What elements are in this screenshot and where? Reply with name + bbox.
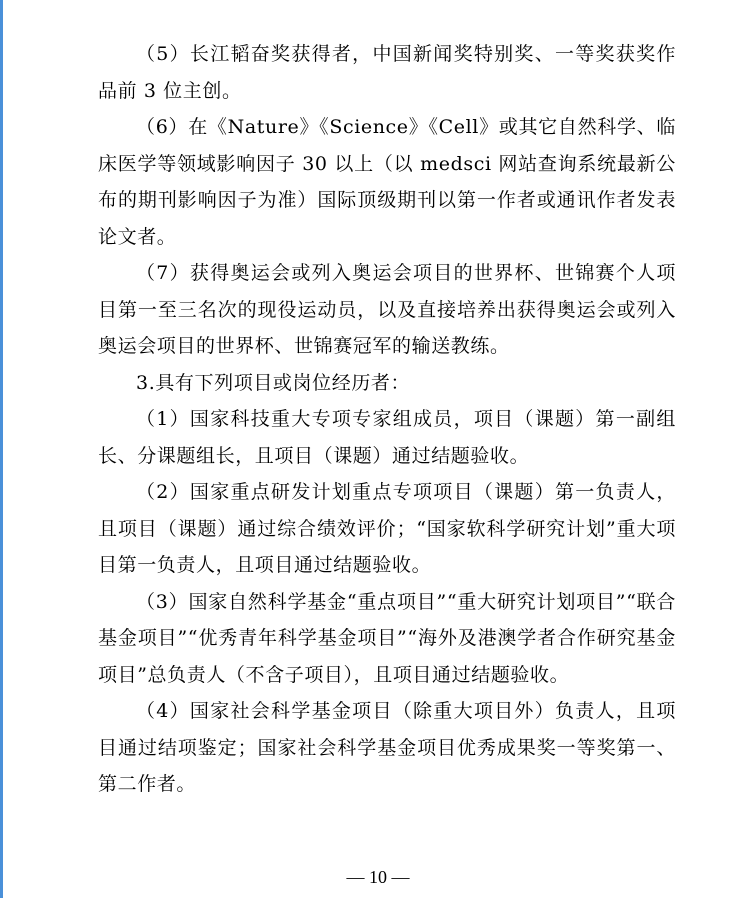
section-heading-3: 3.具有下列项目或岗位经历者： [136,371,411,394]
paragraph-item-5: （5）长江韬奋奖获得者，中国新闻奖特别奖、一等奖获奖作品前 3 位主创。 [98,43,676,102]
paragraph-project-3: （3）国家自然科学基金“重点项目”“重大研究计划项目”“联合基金项目”“优秀青年科学基金项目”“海外及港澳学者合作研究基金项目”总负责人（不含子项目），且项目通过结题验收。 [98,590,676,686]
page-number: — 10 — [346,867,410,887]
paragraph-item-7: （7）获得奥运会或列入奥运会项目的世界杯、世锦赛个人项目第一至三名次的现役运动员，以及直接培养出获得奥运会或列入奥运会项目的世界杯、世锦赛冠军的输送教练。 [98,262,676,357]
page-edge-border [0,0,3,898]
paragraph-project-2: （2）国家重点研发计划重点专项项目（课题）第一负责人，且项目（课题）通过综合绩效评价；“国家软科学研究计划”重大项目第一负责人，且项目通过结题验收。 [98,481,676,576]
paragraph-project-4: （4）国家社会科学基金项目（除重大项目外）负责人，且项目通过结项鉴定；国家社会科学基金项目优秀成果奖一等奖第一、第二作者。 [98,700,676,795]
document-body [98,36,676,803]
paragraph-project-1: （1）国家科技重大专项专家组成员，项目（课题）第一副组长、分课题组长，且项目（课题）通过结题验收。 [98,408,676,467]
paragraph-item-6: （6）在《Nature》《Science》《Cell》或其它自然科学、临床医学等领域影响因子 30 以上（以 medsci 网站查询系统最新公布的期刊影响因子为准）国际顶级期刊以第一作者或通讯作者发表论文者。 [98,116,676,248]
